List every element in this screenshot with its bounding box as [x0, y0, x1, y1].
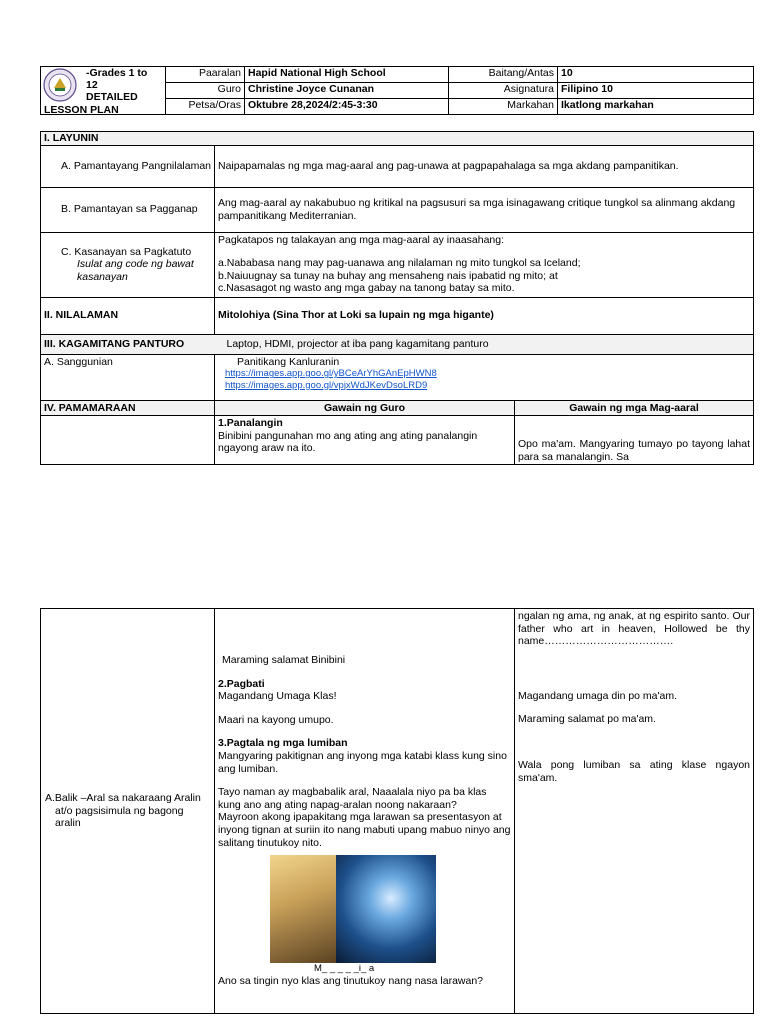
- lumiban-text: Mangyaring pakitignan ang inyong mga katabi klass kung sino ang lumiban.: [218, 749, 507, 775]
- kagamitan-text: Laptop, HDMI, projector at iba pang kagamitang panturo: [215, 334, 754, 354]
- balik-aral-label-text: A.Balik –Aral sa nakaraang Aralin at/o pagsisimula ng bagong aralin: [45, 792, 201, 830]
- panalangin-title: 1.Panalangin: [218, 417, 283, 430]
- balik-aral-label: [41, 609, 215, 1014]
- layunin-b-text: Ang mag-aaral ay nakabubuo ng kritikal na pagsusuri sa mga isinagawang critique tungkol sa alinmang akdang pampanitikang Mediterranian.: [215, 187, 754, 232]
- label-baitang: Baitang/Antas: [449, 67, 558, 83]
- layunin-c-intro: Pagkatapos ng talakayan ang mga mag-aaral ay inaasahang:: [218, 233, 505, 246]
- value-paaralan: Hapid National High School: [245, 67, 449, 83]
- label-petsa: Petsa/Oras: [166, 99, 245, 115]
- layunin-c-b: b.Naiuugnay sa tunay na buhay ang mensaheng nais ipabatid ng mito; at: [218, 269, 558, 282]
- label-markahan: Markahan: [449, 99, 558, 115]
- lesson-table: [40, 131, 754, 465]
- pagbati-title: 2.Pagbati: [218, 677, 265, 690]
- reference-link-1[interactable]: https://images.app.goo.gl/yBCeArYhGAnEpHWN8: [225, 368, 437, 380]
- sanggunian-cell: [215, 354, 754, 400]
- pamamaraan-heading: IV. PAMAMARAAN: [41, 400, 215, 416]
- sanggunian-label: A. Sanggunian: [41, 354, 215, 400]
- magaaral-activities-cell: [515, 609, 754, 1014]
- layunin-c-text: [215, 232, 754, 297]
- layunin-a-text: Naipapamalas ng mga mag-aaral ang pag-unawa at pagpapahalaga sa mga akdang pampanitikan.: [215, 145, 754, 187]
- umaga-response: Magandang umaga din po ma'am.: [518, 689, 678, 702]
- layunin-c-c: c.Nasasagot ng wasto ang mga gabay na tanong batay sa mito.: [218, 282, 515, 295]
- deped-seal-logo-icon: [43, 68, 77, 102]
- kagamitan-heading: III. KAGAMITANG PANTURO: [41, 334, 215, 354]
- layunin-c-a: a.Nababasa nang may pag-uanawa ang nilalaman ng mito tungkol sa Iceland;: [218, 257, 581, 270]
- tanong-text: Ano sa tingin nyo klas ang tinutukoy nang nasa larawan?: [218, 974, 484, 987]
- umupo-text: Maari na kayong umupo.: [218, 713, 334, 726]
- title-line-3: DETAILED: [86, 91, 138, 103]
- guro-activities-cell: [215, 609, 515, 1014]
- label-asignatura: Asignatura: [449, 83, 558, 99]
- layunin-heading: I. LAYUNIN: [41, 132, 754, 146]
- nilalaman-heading: II. NILALAMAN: [41, 297, 215, 334]
- panalangin-cell: [215, 416, 515, 465]
- label-paaralan: Paaralan: [166, 67, 245, 83]
- layunin-c-sub: Isulat ang code ng bawat kasanayan: [77, 258, 194, 283]
- larawan-text: Mayroon akong ipapakitang mga larawan sa presentasyon at inyong tignan at suriin ito nang mabuti upang mabuo ninyo ang salitang tinutukoy nito.: [218, 811, 511, 849]
- layunin-a-label: A. Pamantayang Pangnilalaman: [41, 145, 215, 187]
- salamat-text: Maraming salamat Binibini: [222, 654, 346, 666]
- salamat-response: Maraming salamat po ma'am.: [518, 713, 656, 726]
- word-puzzle: M_ _ _ _ _i_ a: [314, 963, 375, 975]
- label-guro: Guro: [166, 83, 245, 99]
- goddess-image: [270, 855, 336, 963]
- presentation-images: [270, 855, 436, 963]
- prayer-response: ngalan ng ama, ng anak, at ng espirito santo. Our father who art in heaven, Hollowed be thy name……………………………….: [518, 610, 750, 648]
- nilalaman-text: Mitolohiya (Sina Thor at Loki sa lupain ng mga higante): [215, 297, 754, 334]
- layunin-c-label: C. Kasanayan sa Pagkatuto: [61, 245, 192, 258]
- title-line-4: LESSON PLAN: [44, 104, 119, 116]
- col-guro-heading: Gawain ng Guro: [215, 400, 515, 416]
- pamamaraan-empty-cell: [41, 416, 215, 465]
- god-image: [336, 855, 436, 963]
- reference-link-2[interactable]: https://images.app.goo.gl/vpjxWdJKevDsoLRD9: [225, 379, 428, 391]
- lumiban-response: Wala pong lumiban sa ating klase ngayon sma'am.: [518, 758, 750, 784]
- layunin-b-label: B. Pamantayan sa Pagganap: [41, 187, 215, 232]
- title-cell: [41, 67, 166, 115]
- value-asignatura: Filipino 10: [558, 83, 754, 99]
- value-petsa: Oktubre 28,2024/2:45-3:30: [245, 99, 449, 115]
- layunin-c-cell: [41, 232, 215, 297]
- panalangin-response: Opo ma'am. Mangyaring tumayo po tayong lahat para sa manalangin. Sa: [515, 416, 754, 465]
- balik-text: Tayo naman ay magbabalik aral, Naaalala niyo pa ba klas kung ano ang ating napag-aralan noong nakaraan?: [218, 786, 487, 811]
- value-guro: Christine Joyce Cunanan: [245, 83, 449, 99]
- col-magaaral-heading: Gawain ng mga Mag-aaral: [515, 400, 754, 416]
- lumiban-title: 3.Pagtala ng mga lumiban: [218, 737, 348, 750]
- value-baitang: 10: [558, 67, 754, 83]
- value-markahan: Ikatlong markahan: [558, 99, 754, 115]
- title-line-2: 12: [86, 79, 98, 91]
- lesson-table-page-2: [40, 608, 754, 1014]
- title-line-1: -Grades 1 to: [86, 67, 148, 79]
- panalangin-text: Binibini pangunahan mo ang ating ang ating panalangin ngayong araw na ito.: [218, 429, 478, 455]
- header-table: [40, 66, 754, 115]
- sanggunian-text: Panitikang Kanluranin: [237, 355, 340, 368]
- pagbati-text: Magandang Umaga Klas!: [218, 690, 337, 703]
